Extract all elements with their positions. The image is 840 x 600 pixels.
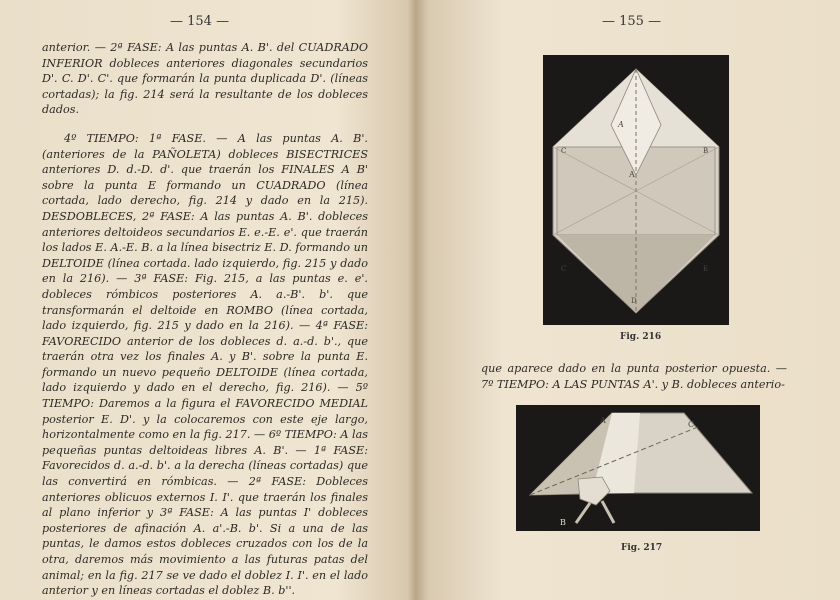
right-page-text: que aparece dado en la punta posterior opuesta. — 7º TIEMPO: A LAS PUNTAS A'. y B. dobleces anterio- [481, 362, 787, 391]
photo-label: A [618, 120, 624, 129]
paragraph-1: anterior. — 2ª FASE: A las puntas A. B'. del CUADRADO INFERIOR dobleces anteriores diagonales secundarios D'. C. D'. C'. que formarán la punta duplicada D'. (líneas cortadas); la fig. 214 será la resultante de los dobleces dados. [42, 41, 368, 117]
photo-label: A [600, 416, 606, 425]
page-number-left: — 154 — [170, 14, 230, 29]
figure-216-caption: Fig. 216 [620, 332, 662, 342]
figure-216-photo [543, 55, 729, 325]
figure-217-caption: Fig. 217 [621, 543, 663, 553]
page-number-right: — 155 — [602, 14, 662, 29]
photo-label: A [629, 170, 635, 179]
folded-paper-diamond-illustration [543, 55, 729, 325]
photo-label: C [561, 265, 567, 273]
left-page [0, 0, 412, 600]
left-page-text [42, 40, 368, 599]
paragraph-2: 4º TIEMPO: 1ª FASE. — A las puntas A. B'. (anteriores de la PAÑOLETA) dobleces BISECTRICES anteriores D. d.-D. d'. que traerán los FINALES A B' sobre la punta E formando un CUADRADO (línea cortada, lado derecho, fig. 214 y dado en la 215). DESDOBLECES, 2ª FASE: A las puntas A. B'. dobleces anteriores deltoideos secundarios E. e.-E. e'. que traerán los lados E. A.-E. B. a la línea bisectriz E. D. formando un DELTOIDE (línea cortada. lado izquierdo, fig. 215 y dado en la 216). — 3ª FASE: Fig. 215, a las puntas e. e'. dobleces rómbicos posteriores A. a.-B'. b'. que transformarán el deltoide en ROMBO (línea cortada, lado izquierdo, fig. 215 y dado en la 216). — 4ª FASE: FAVORECIDO anterior de los dobleces d. a.-d. b'., que traerán otra vez los finales A. y B'. sobre la punta E. formando un nuevo pequeño DELTOIDE (línea cortada, lado izquierdo y dado en el derecho, fig. 216). — 5º TIEMPO: Daremos a la figura el FAVORECIDO MEDIAL posterior E. D'. y la colocaremos con este eje largo, horizontalmente como en la fig. 217. — 6º TIEMPO: A las pequeñas puntas deltoideas libres A. B'. — 1ª FASE: Favorecidos d. a.-d. b'. a la derecha (líneas cortadas) que las convertirá en rómbicas. — 2ª FASE: Dobleces anteriores oblicuos externos I. I'. que traerán los finales al plano inferior y 3ª FASE: A las puntas I' dobleces posteriores de afinación A. a'.-B. b'. Si a una de las puntas, le damos estos dobleces cruzados con los de la otra, daremos más movimiento a las futuras patas del animal; en la fig. 217 se ve dado el doblez I. I'. en el lado anterior y en líneas cortadas el doblez B. b''. [42, 131, 368, 598]
photo-label: C [561, 147, 567, 155]
photo-label: C [688, 420, 695, 429]
figure-217-photo [516, 405, 760, 531]
photo-label: E [703, 265, 709, 273]
right-page [420, 0, 840, 600]
photo-label: B [560, 518, 566, 527]
photo-label: D [631, 297, 637, 305]
photo-label: B [703, 147, 709, 155]
folded-paper-triangle-illustration [516, 405, 760, 531]
